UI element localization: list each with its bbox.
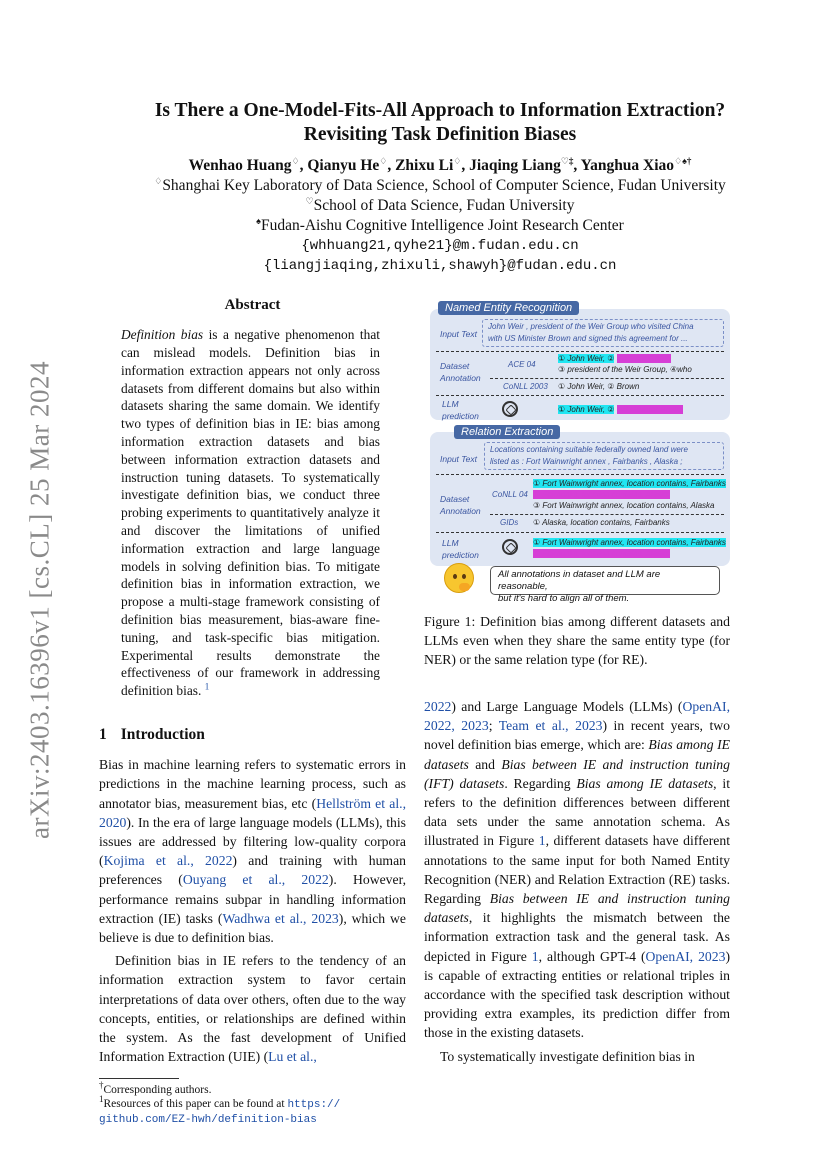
divider: [490, 514, 724, 515]
resource-link[interactable]: https://: [287, 1099, 341, 1112]
text-run: ) is capable of extracting entities or relational triples in accordance with the specified task description without providing extra examples, its prediction differ from those in the existing datasets.: [424, 948, 731, 1041]
paragraph: [99, 755, 406, 947]
ner-input-line: with US Minister Brown and signed this agreement for ...: [488, 334, 688, 343]
re-tag: Relation Extraction: [454, 425, 560, 439]
affiliation-mark: ♢: [154, 175, 163, 186]
input-text-label: Input Text: [440, 454, 478, 464]
affiliation-text: School of Data Science, Fudan University: [313, 197, 575, 214]
speech-line: All annotations in dataset and LLM are reasonable,: [498, 569, 661, 592]
paragraph: [424, 697, 730, 1043]
citation-link[interactable]: OpenAI, 2022, 2023: [424, 699, 730, 734]
arxiv-stamp: [20, 360, 60, 840]
title-line-2: Revisiting Task Definition Biases: [303, 124, 577, 145]
llm-label: LLM: [442, 538, 459, 548]
divider: [436, 532, 724, 533]
text-run: , it highlights the mismatch between the information extraction task and the general task. As depicted in Figure: [424, 910, 730, 964]
speech-bubble: [490, 566, 720, 604]
text-run: Definition bias in IE refers to the tendency of an information extraction system to favor certain interpretations of data over others, often due to the way concepts, entities, or relationships are defined within the system. As the fast development of Unified Information Extraction (UIE) (: [99, 953, 406, 1065]
text-run: ). In the era of large language models (LLMs), this issues are addressed by filtering low-quality corpora (: [99, 814, 406, 869]
author-mark: ♡‡: [560, 155, 574, 166]
footnote-text: Resources of this paper can be found at: [103, 1098, 288, 1111]
ner-panel: [430, 309, 730, 420]
annotation-line: [558, 354, 671, 365]
author-mark: ♢: [453, 155, 462, 166]
text-run: . Regarding: [504, 775, 577, 791]
text-run: and: [468, 756, 502, 772]
italic-run: Bias between IE and instruction tuning datasets: [424, 891, 730, 926]
annotation-line: [533, 479, 726, 490]
footnote-mark: 1: [99, 1094, 104, 1105]
title-line-1: Is There a One-Model-Fits-All Approach to Information Extraction?: [154, 100, 726, 121]
paragraph: To systematically investigate definition bias in: [440, 1048, 695, 1064]
section-title: Introduction: [120, 725, 205, 743]
email-line: {liangjiaqing,zhixuli,shawyh}@fudan.edu.cn: [263, 258, 617, 274]
affiliation-mark: ♡: [305, 195, 314, 206]
text-run: ) and Large Language Models (LLMs) (: [451, 699, 683, 714]
annotation-label: Annotation: [440, 373, 481, 383]
author: Yanghua Xiao: [580, 157, 675, 174]
author: Wenhao Huang: [188, 157, 292, 174]
affiliation: [80, 196, 800, 216]
ner-input-line: John Weir , president of the Weir Group who visited China: [488, 322, 694, 331]
openai-icon: [502, 401, 518, 417]
author: Zhixu Li: [395, 157, 454, 174]
highlight-magenta: ② Fairbanks, location contains, Alaska: [533, 490, 670, 499]
section-heading: [99, 725, 406, 744]
annotation-line: ① Alaska, location contains, Fairbanks: [533, 518, 670, 527]
openai-icon: [502, 539, 518, 555]
abstract-lead: Definition bias: [121, 327, 204, 343]
highlight-cyan: ① Fort Wainwright annex, location contains, Fairbanks: [533, 538, 726, 547]
annotation-line: [533, 490, 670, 501]
text-run: ) and training with human preferences (: [99, 853, 407, 888]
dataset-label: Dataset: [440, 494, 470, 504]
citation-link[interactable]: 2022: [424, 699, 452, 714]
text-run: ), which we believe is due to definition bias.: [99, 910, 406, 945]
ner-tag: Named Entity Recognition: [438, 301, 579, 315]
paragraph: [99, 951, 406, 1066]
footnote-rule: [99, 1078, 179, 1079]
author-mark: ♢♠†: [674, 155, 692, 166]
input-text-label: Input Text: [440, 329, 478, 339]
abstract-heading: Abstract: [224, 297, 281, 313]
highlight-magenta: the Weir Group: [616, 354, 671, 363]
arxiv-id: arXiv:2403.16396v1 [cs.CL] 25 Mar 2024: [24, 361, 55, 839]
abstract-text: [99, 326, 406, 700]
text-run: , although GPT-4 (: [538, 948, 646, 964]
prediction-label: prediction: [442, 411, 479, 421]
dataset-name: GIDs: [500, 518, 519, 527]
divider: [436, 474, 724, 475]
highlight-magenta: US Minister Brown: [616, 405, 683, 414]
text-run: ). However, performance remains subpar in handling information extraction (IE) tasks (: [99, 872, 407, 926]
citation-link[interactable]: Ouyang et al., 2022: [182, 872, 329, 888]
divider: [436, 351, 724, 352]
text-run: ) in recent years, two novel definition bias emerge, which are:: [424, 718, 730, 753]
italic-run: Bias among IE datasets: [424, 737, 731, 772]
figure-link[interactable]: 1: [531, 948, 539, 964]
highlight-cyan: ① John Weir, ②: [558, 405, 615, 414]
annotation-line: ③ Fort Wainwright annex, location contains, Alaska: [533, 501, 715, 510]
llm-label: LLM: [442, 399, 459, 409]
highlight-magenta: ② Fairbanks, location contains, Alaska: [533, 549, 670, 558]
citation-link[interactable]: Hellström et al., 2020: [99, 795, 406, 830]
highlight-cyan: ① Fort Wainwright annex, location contains, Fairbanks: [533, 479, 726, 488]
abstract-body: is a negative phenomenon that can mislead models. Definition bias in information extraction appears not only across datasets from different domains but also within datasets sharing the same domain. We identify two types of definition bias in IE: bias among information extraction datasets and bias between information extraction datasets and instruction tuning datasets. To systematically investigate definition bias, we conduct three probing experiments to quantitatively analyze it and discover the limitations of unified information extraction and large language models in solving definition bias. To mitigate definition bias in information extraction, we propose a multi-stage framework consisting of definition bias measurement, bias-aware fine-tuning, and task-specific bias mitigation. Experimental results demonstrate the effectiveness of our framework in addressing definition bias.: [121, 327, 380, 699]
thinking-face-icon: [444, 563, 474, 593]
re-panel: [430, 432, 730, 566]
speech-line: but it's hard to align all of them.: [498, 593, 630, 604]
left-column: [99, 296, 406, 1127]
citation-link[interactable]: Wadhwa et al., 2023: [222, 910, 339, 926]
author-mark: ♢: [379, 155, 388, 166]
author: Qianyu He: [307, 157, 380, 174]
italic-run: Bias among IE datasets: [576, 775, 714, 791]
italic-run: Bias between IE and instruction tuning (IFT) datasets: [424, 756, 730, 791]
divider: [436, 395, 724, 396]
citation-link[interactable]: OpenAI, 2023: [645, 948, 726, 964]
resource-link[interactable]: github.com/EZ-hwh/definition-bias: [99, 1114, 317, 1127]
footnote-ref[interactable]: 1: [204, 681, 210, 692]
hand: [459, 583, 470, 591]
figure-1: [430, 301, 730, 609]
text-run: Bias in machine learning refers to systematic errors in predictions in the machine learning process, such as annotator bias, measurement bias, etc (: [99, 757, 406, 811]
footnote-mark: †: [99, 1080, 104, 1091]
re-input-line: listed as : Fort Wainwright annex , Fairbanks , Alaska ;: [490, 457, 683, 466]
annotation-label: Annotation: [440, 506, 481, 516]
prediction-line: [558, 405, 683, 416]
right-column: [424, 697, 730, 1066]
figure-link[interactable]: 1: [538, 833, 546, 849]
affiliation: [80, 176, 800, 196]
divider: [490, 378, 724, 379]
affiliation-mark: ♠: [256, 215, 261, 226]
text-run: , different datasets have different annotations to the same input for both Named Entity Recognition (NER) and Relation Extraction (RE) tasks. Regarding: [424, 833, 731, 907]
citation-link[interactable]: Kojima et al., 2022: [103, 853, 233, 869]
highlight-cyan: ① John Weir, ②: [558, 354, 615, 363]
dataset-name: ACE 04: [508, 360, 536, 369]
re-input-line: Locations containing suitable federally owned land were: [490, 445, 688, 454]
citation-link[interactable]: Lu et al.,: [268, 1049, 317, 1065]
dataset-name: CoNLL 2003: [503, 382, 548, 391]
prediction-label: prediction: [442, 550, 479, 560]
affiliation: [80, 216, 800, 236]
text-run: ;: [488, 718, 499, 734]
footnote: [99, 1080, 406, 1097]
affiliation-text: Fudan-Aishu Cognitive Intelligence Joint Research Center: [260, 217, 624, 234]
annotation-line: ① John Weir, ② Brown: [558, 382, 640, 391]
figure-caption: Figure 1: Definition bias among different datasets and LLMs even when they share the same entity type (for NER) or the same relation type (for RE).: [424, 614, 730, 668]
footnote: [99, 1094, 406, 1127]
title-block: [80, 99, 800, 276]
eye: [462, 574, 466, 579]
affiliation-text: Shanghai Key Laboratory of Data Science, School of Computer Science, Fudan University: [162, 177, 726, 194]
annotation-line: ③ president of the Weir Group, ④who: [558, 365, 692, 374]
eye: [453, 574, 457, 579]
footnote-text: Corresponding authors.: [103, 1084, 212, 1097]
dataset-name: CoNLL 04: [492, 490, 528, 499]
prediction-line: [533, 549, 670, 560]
prediction-line: [533, 538, 726, 549]
author: Jiaqing Liang: [469, 157, 561, 174]
dataset-label: Dataset: [440, 361, 470, 371]
citation-link[interactable]: Team et al., 2023: [498, 718, 603, 734]
email-line: {whhuang21,qyhe21}@m.fudan.edu.cn: [301, 238, 579, 254]
section-number: 1: [99, 725, 107, 743]
paper-title: [80, 99, 800, 147]
text-run: , it refers to the definition differences between different data sets under the same annotation schema. As illustrated in Figure: [424, 775, 731, 849]
author-mark: ♢: [291, 155, 300, 166]
author-list: Wenhao Huang♢, Qianyu He♢, Zhixu Li♢, Jiaqing Liang♡‡, Yanghua Xiao♢♠†: [188, 155, 692, 174]
